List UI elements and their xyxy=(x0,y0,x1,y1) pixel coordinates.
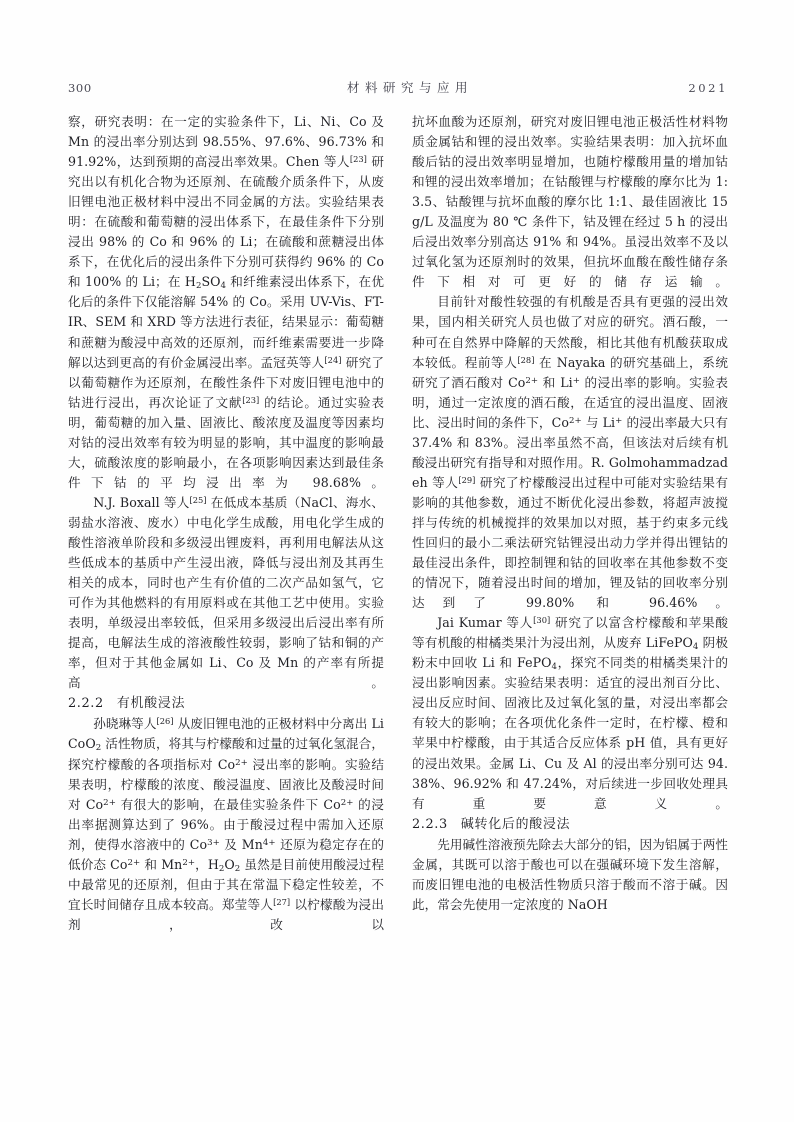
left-column xyxy=(68,112,384,1012)
paragraph: 孙晓琳等人[26] 从废旧锂电池的正极材料中分离出 LiCoO$_2$ 活性物质，将其与柠檬酸和过量的过氧化氢混合，探究柠檬酸的各项指标对 $Co^{2+}$ 浸出率的影响。实验结果表明，柠檬酸的浓度、酸浸温度、固液比及酸浸时间对 $Co^{2+}$ 有很大的影响，在最佳实验条件下 $Co^{2+}$ 的浸出率据测算达到了 96%。由于酸浸过程中需加入还原剂，使得水溶液中的 $Co^{3+}$ 及 $Mn^{4+}$ 还原为稳定存在的低价态 $Co^{2+}$ 和 $Mn^{2+}$，$H_2O_2$ 虽然是目前使用酸浸过程中最常见的还原剂，但由于其在常温下稳定性较差，不宜长时间储存且成本较高。郑莹等人[27] 以柠檬酸为浸出剂，改以 xyxy=(68,716,385,932)
paragraph: Jai Kumar 等人[30] 研究了以富含柠檬酸和苹果酸等有机酸的柑橘类果汁为浸出剂，从废弃 LiFePO$_4$ 阴极粉末中回收 Li 和 FePO$_4$，探究不同类的柑橘类果汁的浸出影响因素。实验结果表明：适宜的浸出剂百分比、浸出反应时间、固液比及过氧化氢的量，对浸出率都会有较大的影响；在各项优化条件一定时，在柠檬、橙和苹果中柠檬酸，由于其适合反应体系 pH 值，具有更好的浸出效果。金属 Li、Cu 及 Al 的浸出率分别可达 94.38%、96.92% 和 47.24%，对后续进一步回收处理具有重要意义。 xyxy=(412,614,729,811)
paragraph: 抗坏血酸为还原剂，研究对废旧锂电池正极活性材料物质金属钴和锂的浸出效率。实验结果表明：加入抗坏血酸后钴的浸出效率明显增加，也随柠檬酸用量的增加钴和锂的浸出效率增加；在钴酸锂与柠檬酸的摩尔比为 1:3.5、钴酸锂与抗坏血酸的摩尔比 1:1、最佳固液比 15 g/L 及温度为 80 ℃ 条件下，钴及锂在经过 5 h 的浸出后浸出效率分别高达 91% 和 94%。虽浸出效率不及以过氧化氢为还原剂时的效果，但抗坏血酸在酸性储存条件下相对可更好的储存运输。 xyxy=(412,114,728,290)
body-columns xyxy=(68,112,728,1012)
paragraph: 察，研究表明：在一定的实验条件下，Li、Ni、Co 及 Mn 的浸出率分别达到 98.55%、97.6%、96.73% 和 91.92%，达到预期的高浸出率效果。Chen 等人[23] 研究出以有机化合物为还原剂、在硫酸介质条件下，从废旧锂电池正极材料中浸出不同金属的方法。实验结果表明：在硫酸和葡萄糖的浸出体系下，在最佳条件下分别浸出 98% 的 Co 和 96% 的 Li；在硫酸和蔗糖浸出体系下，在优化后的浸出条件下分别可获得约 96% 的 Co 和 100% 的 Li；在 $H_2SO_4$ 和纤维素浸出体系下，在优化后的条件下仅能溶解 54% 的 Co。采用 UV-Vis、FT-IR、SEM 和 XRD 等方法进行表征，结果显示：葡萄糖和蔗糖为酸浸中高效的还原剂，而纤维素需要进一步降解以达到更高的有价金属浸出率。孟冠英等人[24] 研究了以葡萄糖作为还原剂，在酸性条件下对废旧锂电池中的钴进行浸出，再次论证了文献[23] 的结论。通过实验表明，葡萄糖的加入量、固液比、酸浓度及温度等因素均对钴的浸出效率有较为明显的影响，其中温度的影响最大，硫酸浓度的影响最小，在各项影响因素达到最佳条件下钴的平均浸出率为 98.68%。 xyxy=(68,114,385,490)
journal-title: 材料研究与应用 xyxy=(347,80,474,95)
page-folio: 300 xyxy=(68,81,92,95)
paragraph: N.J. Boxall 等人[25] 在低成本基质（NaCl、海水、弱盐水溶液、废水）中电化学生成酸，用电化学生成的酸性溶液单阶段和多级浸出锂废料，再利用电解法从这些低成本的基质中产生浸出液，降低与浸出剂及其再生相关的成本，同时也产生有价值的二次产品如氢气，它可作为其他燃料的有用原料或在其他工艺中使用。实验表明，单级浸出率较低，但采用多级浸出后浸出率有所提高，电解法生成的溶液酸性较弱，影响了钴和铜的产率，但对于其他金属如 Li、Co 及 Mn 的产率有所提高。 xyxy=(68,494,384,691)
paragraph: 目前针对酸性较强的有机酸是否具有更强的浸出效果，国内相关研究人员也做了对应的研究。酒石酸，一种可在自然界中降解的天然酸，相比其他有机酸获取成本较低。程前等人[28] 在 Nayaka 的研究基础上，系统研究了酒石酸对 $Co^{2+}$ 和 Li+ 的浸出率的影响。实验表明，通过一定浓度的酒石酸，在适宜的浸出温度、固液比、浸出时间的条件下，$Co^{2+}$ 与 Li+ 的浸出率最大只有 37.4% 和 83%。浸出率虽然不高，但该法对后续有机酸浸出研究有指导和对照作用。R. Golmohammadzadeh 等人[29] 研究了柠檬酸浸出过程中可能对实验结果有影响的其他参数，通过不断优化浸出参数，将超声波搅拌与传统的机械搅拌的效果加以对照，基于约束多元线性回归的最小二乘法研究钴锂浸出动力学并得出锂钴的最佳浸出条件，即控制锂和钴的回收率在其他参数不变的情况下，随着浸出时间的增加，锂及钴的回收率分别达到了 99.80% 和 96.46%。 xyxy=(412,294,729,611)
section-heading-2-2-3 xyxy=(412,815,728,835)
right-column xyxy=(412,112,728,1012)
section-number: 2.2.2 xyxy=(68,696,104,712)
paragraph: 先用碱性溶液预先除去大部分的铝，因为铝属于两性金属，其既可以溶于酸也可以在强碱环境下发生溶解，而废旧锂电池的电极活性物质只溶于酸而不溶于碱。因此，常会先使用一定浓度的 NaOH xyxy=(412,836,728,912)
section-title: 碱转化后的酸浸法 xyxy=(460,816,571,832)
publication-year: 2021 xyxy=(688,81,728,95)
running-head xyxy=(68,78,728,98)
section-heading-2-2-2 xyxy=(68,694,384,714)
section-title: 有机酸浸法 xyxy=(116,696,186,712)
section-number: 2.2.3 xyxy=(412,816,448,832)
